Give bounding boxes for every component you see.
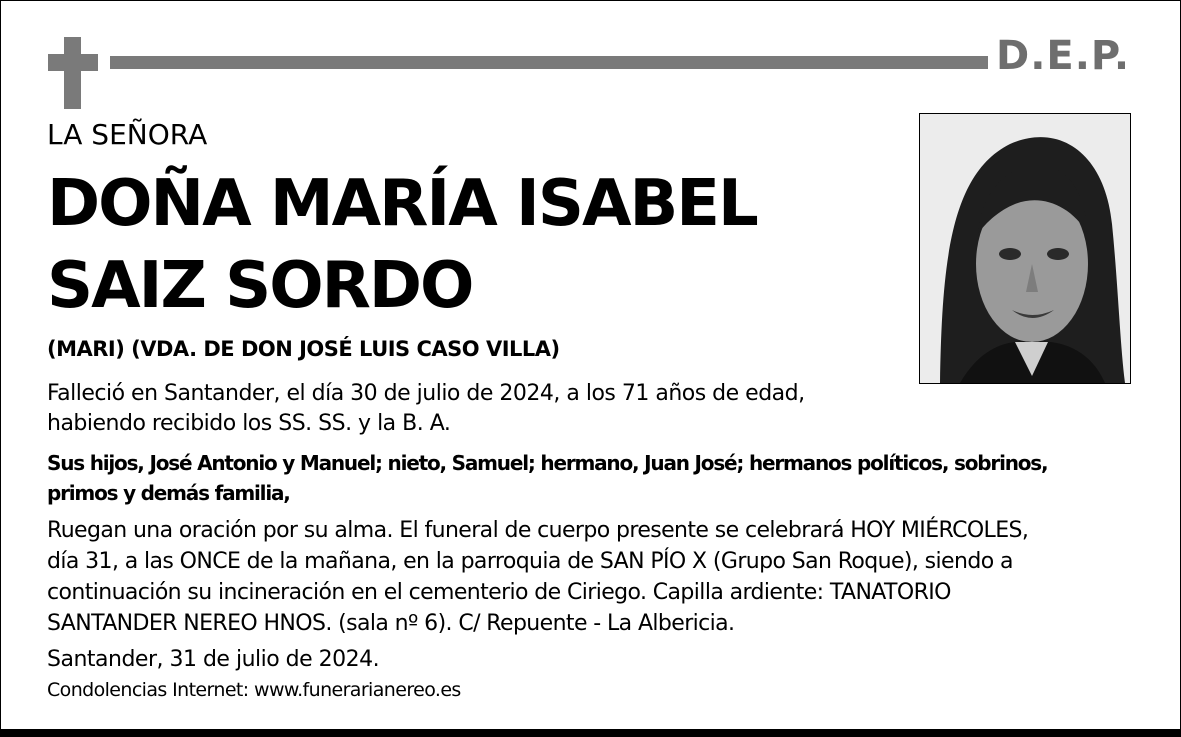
family-line: Sus hijos, José Antonio y Manuel; nieto, Samuel; hermano, Juan José; hermanos políticos, sobrinos, <box>47 451 1048 475</box>
family-line: primos y demás familia, <box>47 481 290 505</box>
service-line: continuación su incineración en el cementerio de Ciriego. Capilla ardiente: TANATORIO <box>47 580 951 605</box>
deceased-name-line-2: SAIZ SORDO <box>47 249 473 323</box>
cross-icon-bar <box>48 54 98 71</box>
death-line: habiendo recibido los SS. SS. y la B. A. <box>47 411 451 436</box>
dep-label: D.E.P. <box>996 33 1131 79</box>
honorific-title: LA SEÑORA <box>47 118 208 151</box>
service-line: SANTANDER NEREO HNOS. (sala nº 6). C/ Repuente - La Albericia. <box>47 611 735 636</box>
death-paragraph <box>47 379 805 439</box>
alias-line: (MARI) (VDA. DE DON JOSÉ LUIS CASO VILLA) <box>47 337 560 361</box>
service-paragraph <box>47 515 1028 639</box>
service-line: Ruegan una oración por su alma. El funeral de cuerpo presente se celebrará HOY MIÉRCOLES, <box>47 518 1029 543</box>
header-rule <box>110 56 988 69</box>
service-line: día 31, a las ONCE de la mañana, en la parroquia de SAN PÍO X (Grupo San Roque), siendo a <box>47 549 1013 574</box>
portrait-photo <box>919 113 1131 384</box>
cross-icon <box>64 37 81 109</box>
deceased-name-line-1: DOÑA MARÍA ISABEL <box>47 167 757 241</box>
family-paragraph <box>47 448 1047 508</box>
bottom-rule <box>0 729 1181 737</box>
date-line: Santander, 31 de julio de 2024. <box>47 647 380 672</box>
death-line: Falleció en Santander, el día 30 de julio de 2024, a los 71 años de edad, <box>47 381 805 406</box>
condolences-line: Condolencias Internet: www.funerarianereo.es <box>47 679 461 701</box>
